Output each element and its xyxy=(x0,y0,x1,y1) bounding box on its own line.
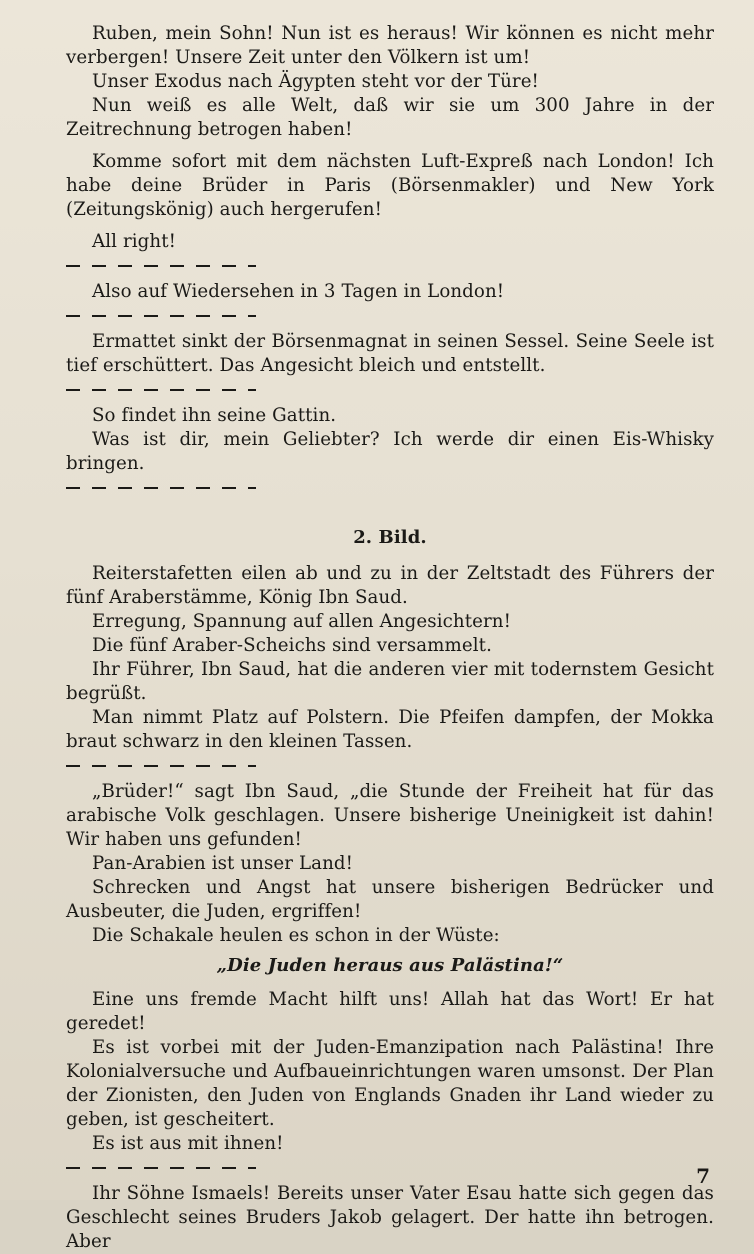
paragraph: Pan-Arabien ist unser Land! xyxy=(92,853,354,874)
page-number: 7 xyxy=(696,1164,710,1188)
paragraph: Nun weiß es alle Welt, daß wir sie um 300 Jahre in der Zeitrechnung betrogen haben! xyxy=(66,95,714,140)
paragraph: Es ist aus mit ihnen! xyxy=(92,1133,284,1154)
paragraph: Die Schakale heulen es schon in der Wüste: xyxy=(92,925,500,946)
paragraph: Unser Exodus nach Ägypten steht vor der Türe! xyxy=(92,71,539,92)
paragraph: Schrecken und Angst hat unsere bisherigen Bedrücker und Ausbeuter, die Juden, ergriffen! xyxy=(66,877,714,922)
paragraph: Erregung, Spannung auf allen Angesichtern! xyxy=(92,611,512,632)
paragraph: Ihr Führer, Ibn Saud, hat die anderen vier mit todernstem Gesicht begrüßt. xyxy=(66,659,714,704)
paragraph: Ermattet sinkt der Börsenmagnat in seinen Sessel. Seine Seele ist tief erschüttert. Das Angesicht bleich und entstellt. xyxy=(66,331,714,376)
paragraph: Es ist vorbei mit der Juden-Emanzipation nach Palästina! Ihre Kolonialversuche und Aufbaueinrichtungen waren umsonst. Der Plan der Zionisten, den Juden von Englands Gnaden ihr Land wieder zu geben, ist gescheitert. xyxy=(66,1037,714,1130)
paragraph: Die fünf Araber-Scheichs sind versammelt. xyxy=(92,635,492,656)
dash-separator xyxy=(66,310,256,320)
dash-separator xyxy=(66,482,256,492)
paragraph: „Brüder!“ sagt Ibn Saud, „die Stunde der Freiheit hat für das arabische Volk geschlagen. Unsere bisherige Uneinigkeit ist dahin! Wir haben uns gefunden! xyxy=(66,781,714,850)
paragraph: Ihr Söhne Ismaels! Bereits unser Vater Esau hatte sich gegen das Geschlecht seines Bruders Jakob gelagert. Der hatte ihn betrogen. Aber xyxy=(66,1183,714,1252)
paragraph: Komme sofort mit dem nächsten Luft-Expreß nach London! Ich habe deine Brüder in Paris (Börsenmakler) und New York (Zeitungskönig) auch hergerufen! xyxy=(66,151,714,220)
dash-separator xyxy=(66,260,256,270)
dash-separator xyxy=(66,760,256,770)
paragraph: So findet ihn seine Gattin. xyxy=(92,405,337,426)
paragraph: Reiterstafetten eilen ab und zu in der Zeltstadt des Führers der fünf Araberstämme, König Ibn Saud. xyxy=(66,563,714,608)
section-heading: 2. Bild. xyxy=(353,527,427,548)
paragraph: Also auf Wiedersehen in 3 Tagen in London! xyxy=(92,281,505,302)
paragraph: Was ist dir, mein Geliebter? Ich werde dir einen Eis-Whisky bringen. xyxy=(66,429,714,474)
paragraph: Man nimmt Platz auf Polstern. Die Pfeifen dampfen, der Mokka braut schwarz in den kleinen Tassen. xyxy=(66,707,714,752)
paragraph: All right! xyxy=(92,231,177,252)
paragraph: Ruben, mein Sohn! Nun ist es heraus! Wir können es nicht mehr verbergen! Unsere Zeit unter den Völkern ist um! xyxy=(66,23,714,68)
dash-separator xyxy=(66,1162,256,1172)
emphasized-line: „Die Juden heraus aus Palästina!“ xyxy=(216,955,564,976)
paragraph: Eine uns fremde Macht hilft uns! Allah hat das Wort! Er hat geredet! xyxy=(66,989,714,1034)
dash-separator xyxy=(66,384,256,394)
body-text xyxy=(66,22,714,1254)
